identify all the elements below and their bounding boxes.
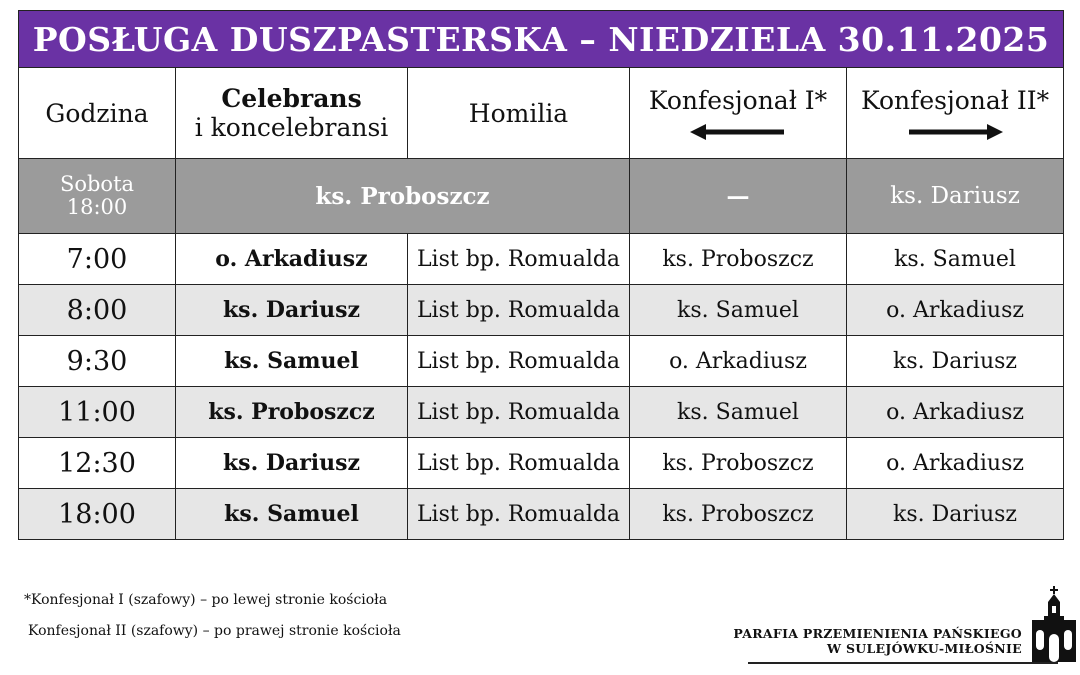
saturday-confessional1: —	[630, 159, 847, 234]
table-row	[19, 285, 1064, 336]
row-confessional2: o. Arkadiusz	[847, 285, 1064, 336]
arrow-left-icon	[690, 123, 786, 141]
row-time: 12:30	[19, 438, 176, 489]
header-celebrant-line2: i koncelebransi	[194, 113, 389, 142]
row-confessional1: ks. Proboszcz	[630, 489, 847, 540]
row-homily: List bp. Romualda	[408, 234, 630, 285]
row-confessional2: ks. Dariusz	[847, 489, 1064, 540]
row-time: 9:30	[19, 336, 176, 387]
row-homily: List bp. Romualda	[408, 336, 630, 387]
footnote-confessional2: Konfesjonał II (szafowy) – po prawej stronie kościoła	[28, 623, 401, 639]
table-row	[19, 336, 1064, 387]
row-homily: List bp. Romualda	[408, 489, 630, 540]
row-confessional2: ks. Samuel	[847, 234, 1064, 285]
header-celebrant	[176, 68, 408, 159]
row-confessional1: ks. Proboszcz	[630, 438, 847, 489]
church-icon	[1030, 586, 1078, 662]
table-row	[19, 387, 1064, 438]
row-homily: List bp. Romualda	[408, 387, 630, 438]
parish-underline	[748, 662, 1058, 664]
header-celebrant-line1: Celebrans	[221, 84, 362, 113]
row-confessional1: o. Arkadiusz	[630, 336, 847, 387]
header-row	[19, 68, 1064, 159]
page-title: POSŁUGA DUSZPASTERSKA – NIEDZIELA 30.11.2025	[19, 11, 1064, 68]
row-confessional2: o. Arkadiusz	[847, 387, 1064, 438]
header-confessional2-label: Konfesjonał II*	[860, 85, 1050, 115]
parish-name-line2: W SULEJÓWKU-MIŁOŚNIE	[826, 641, 1022, 656]
row-celebrant: ks. Samuel	[176, 336, 408, 387]
header-confessional1-label: Konfesjonał I*	[648, 85, 828, 115]
parish-name	[733, 626, 1022, 656]
header-confessional1	[630, 68, 847, 159]
row-celebrant: ks. Proboszcz	[176, 387, 408, 438]
row-celebrant: o. Arkadiusz	[176, 234, 408, 285]
row-time: 11:00	[19, 387, 176, 438]
schedule-table	[18, 10, 1064, 540]
saturday-hour: 18:00	[66, 195, 128, 219]
row-confessional2: ks. Dariusz	[847, 336, 1064, 387]
header-homily: Homilia	[408, 68, 630, 159]
saturday-time	[19, 159, 176, 234]
footnote-confessional1: *Konfesjonał I (szafowy) – po lewej stronie kościoła	[24, 592, 388, 608]
row-celebrant: ks. Dariusz	[176, 285, 408, 336]
row-confessional1: ks. Samuel	[630, 285, 847, 336]
row-confessional2: o. Arkadiusz	[847, 438, 1064, 489]
header-time: Godzina	[19, 68, 176, 159]
row-homily: List bp. Romualda	[408, 438, 630, 489]
title-row	[19, 11, 1064, 68]
saturday-celebrant: ks. Proboszcz	[176, 159, 630, 234]
row-celebrant: ks. Samuel	[176, 489, 408, 540]
saturday-row	[19, 159, 1064, 234]
row-time: 8:00	[19, 285, 176, 336]
row-time: 7:00	[19, 234, 176, 285]
row-time: 18:00	[19, 489, 176, 540]
row-homily: List bp. Romualda	[408, 285, 630, 336]
table-row	[19, 489, 1064, 540]
arrow-right-icon	[907, 123, 1003, 141]
saturday-confessional2: ks. Dariusz	[847, 159, 1064, 234]
row-confessional1: ks. Samuel	[630, 387, 847, 438]
saturday-day: Sobota	[59, 171, 135, 196]
row-confessional1: ks. Proboszcz	[630, 234, 847, 285]
header-confessional2	[847, 68, 1064, 159]
table-row	[19, 234, 1064, 285]
parish-name-line1: PARAFIA PRZEMIENIENIA PAŃSKIEGO	[733, 626, 1022, 641]
table-row	[19, 438, 1064, 489]
row-celebrant: ks. Dariusz	[176, 438, 408, 489]
